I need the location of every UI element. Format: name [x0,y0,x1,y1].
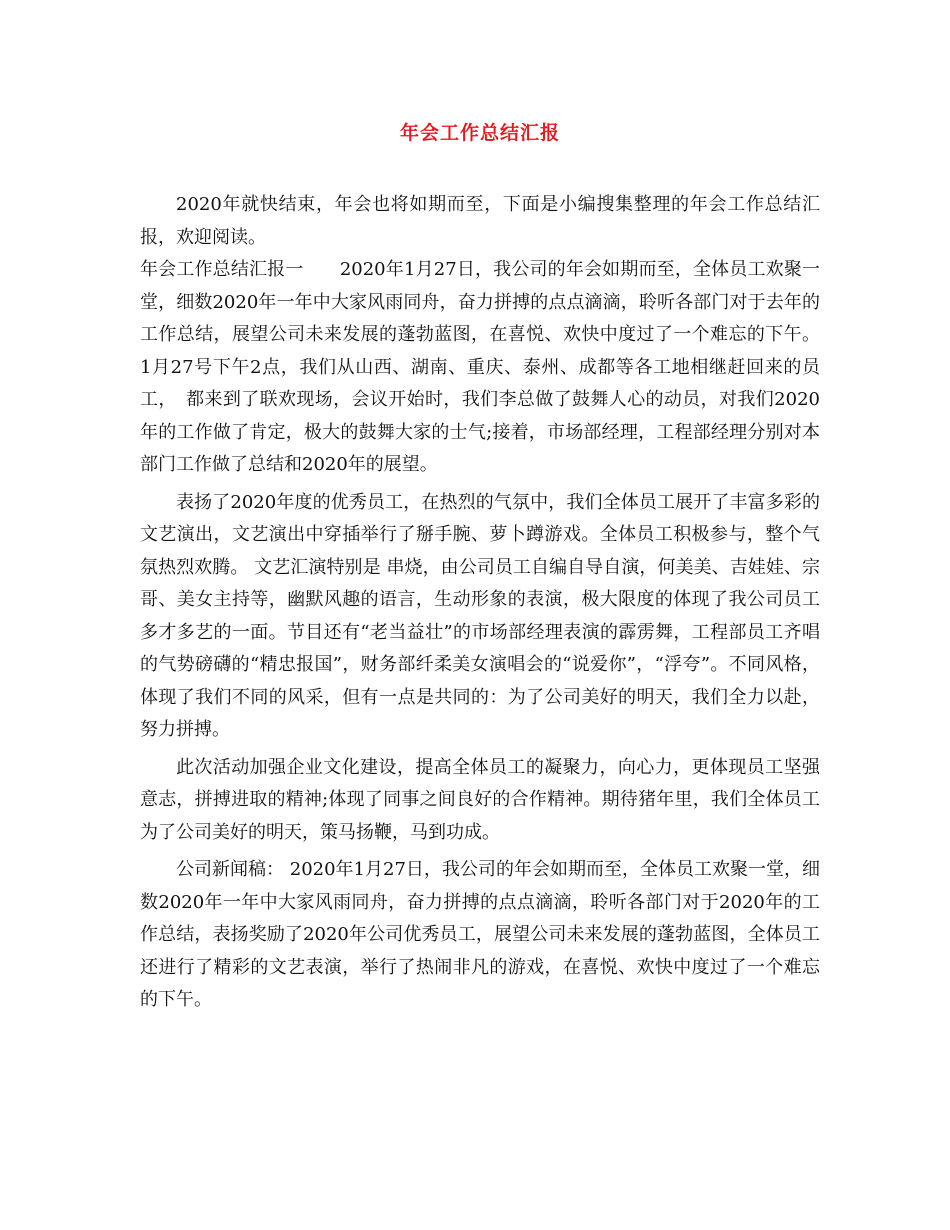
paragraph-2: 表扬了2020年度的优秀员工，在热烈的气氛中，我们全体员工展开了丰富多彩的文艺演出，文艺演出中穿插举行了掰手腕、萝卜蹲游戏。全体员工积极参与，整个气氛热烈欢腾。 文艺汇演特别是 串烧，由公司员工自编自导自演，何美美、吉娃娃、宗哥、美女主持等，幽默风趣的语言，生动形象的表演，极大限度的体现了我公司员工多才多艺的一面。节目还有“老当益壮”的市场部经理表演的霹雳舞，工程部员工齐唱的气势磅礴的“精忠报国”，财务部纤柔美女演唱会的“说爱你”，“浮夸”。不同风格，体现了我们不同的风采，但有一点是共同的：为了公司美好的明天，我们全力以赴，努力拼搏。 [140,491,820,740]
document-title: 年会工作总结汇报 [399,122,560,144]
paragraph-3: 此次活动加强企业文化建设，提高全体员工的凝聚力，向心力，更体现员工坚强意志，拼搏进取的精神;体现了同事之间良好的合作精神。期待猪年里，我们全体员工为了公司美好的明天，策马扬鞭，马到功成。 [140,756,820,843]
document-page [140,118,820,1017]
intro-paragraph: 2020年就快结束，年会也将如期而至，下面是小编搜集整理的年会工作总结汇报，欢迎阅读。 [140,194,820,248]
paragraph-4: 公司新闻稿： 2020年1月27日，我公司的年会如期而至，全体员工欢聚一堂，细数2020年一年中大家风雨同舟，奋力拼搏的点点滴滴，聆听各部门对于2020年的工作总结，表扬奖励了2020年公司优秀员工，展望公司未来发展的蓬勃蓝图，全体员工还进行了精彩的文艺表演，举行了热闹非凡的游戏，在喜悦、欢快中度过了一个难忘的下午。 [140,859,820,1010]
section1-paragraph: 年会工作总结汇报一 2020年1月27日，我公司的年会如期而至，全体员工欢聚一堂，细数2020年一年中大家风雨同舟，奋力拼搏的点点滴滴，聆听各部门对于去年的工作总结，展望公司未来发展的蓬勃蓝图，在喜悦、欢快中度过了一个难忘的下午。 1月27号下午2点，我们从山西、湖南、重庆、泰州、成都等各工地相继赶回来的员工， 都来到了联欢现场，会议开始时，我们李总做了鼓舞人心的动员，对我们2020年的工作做了肯定，极大的鼓舞大家的士气;接着，市场部经理，工程部经理分别对本部门工作做了总结和2020年的展望。 [140,259,820,475]
